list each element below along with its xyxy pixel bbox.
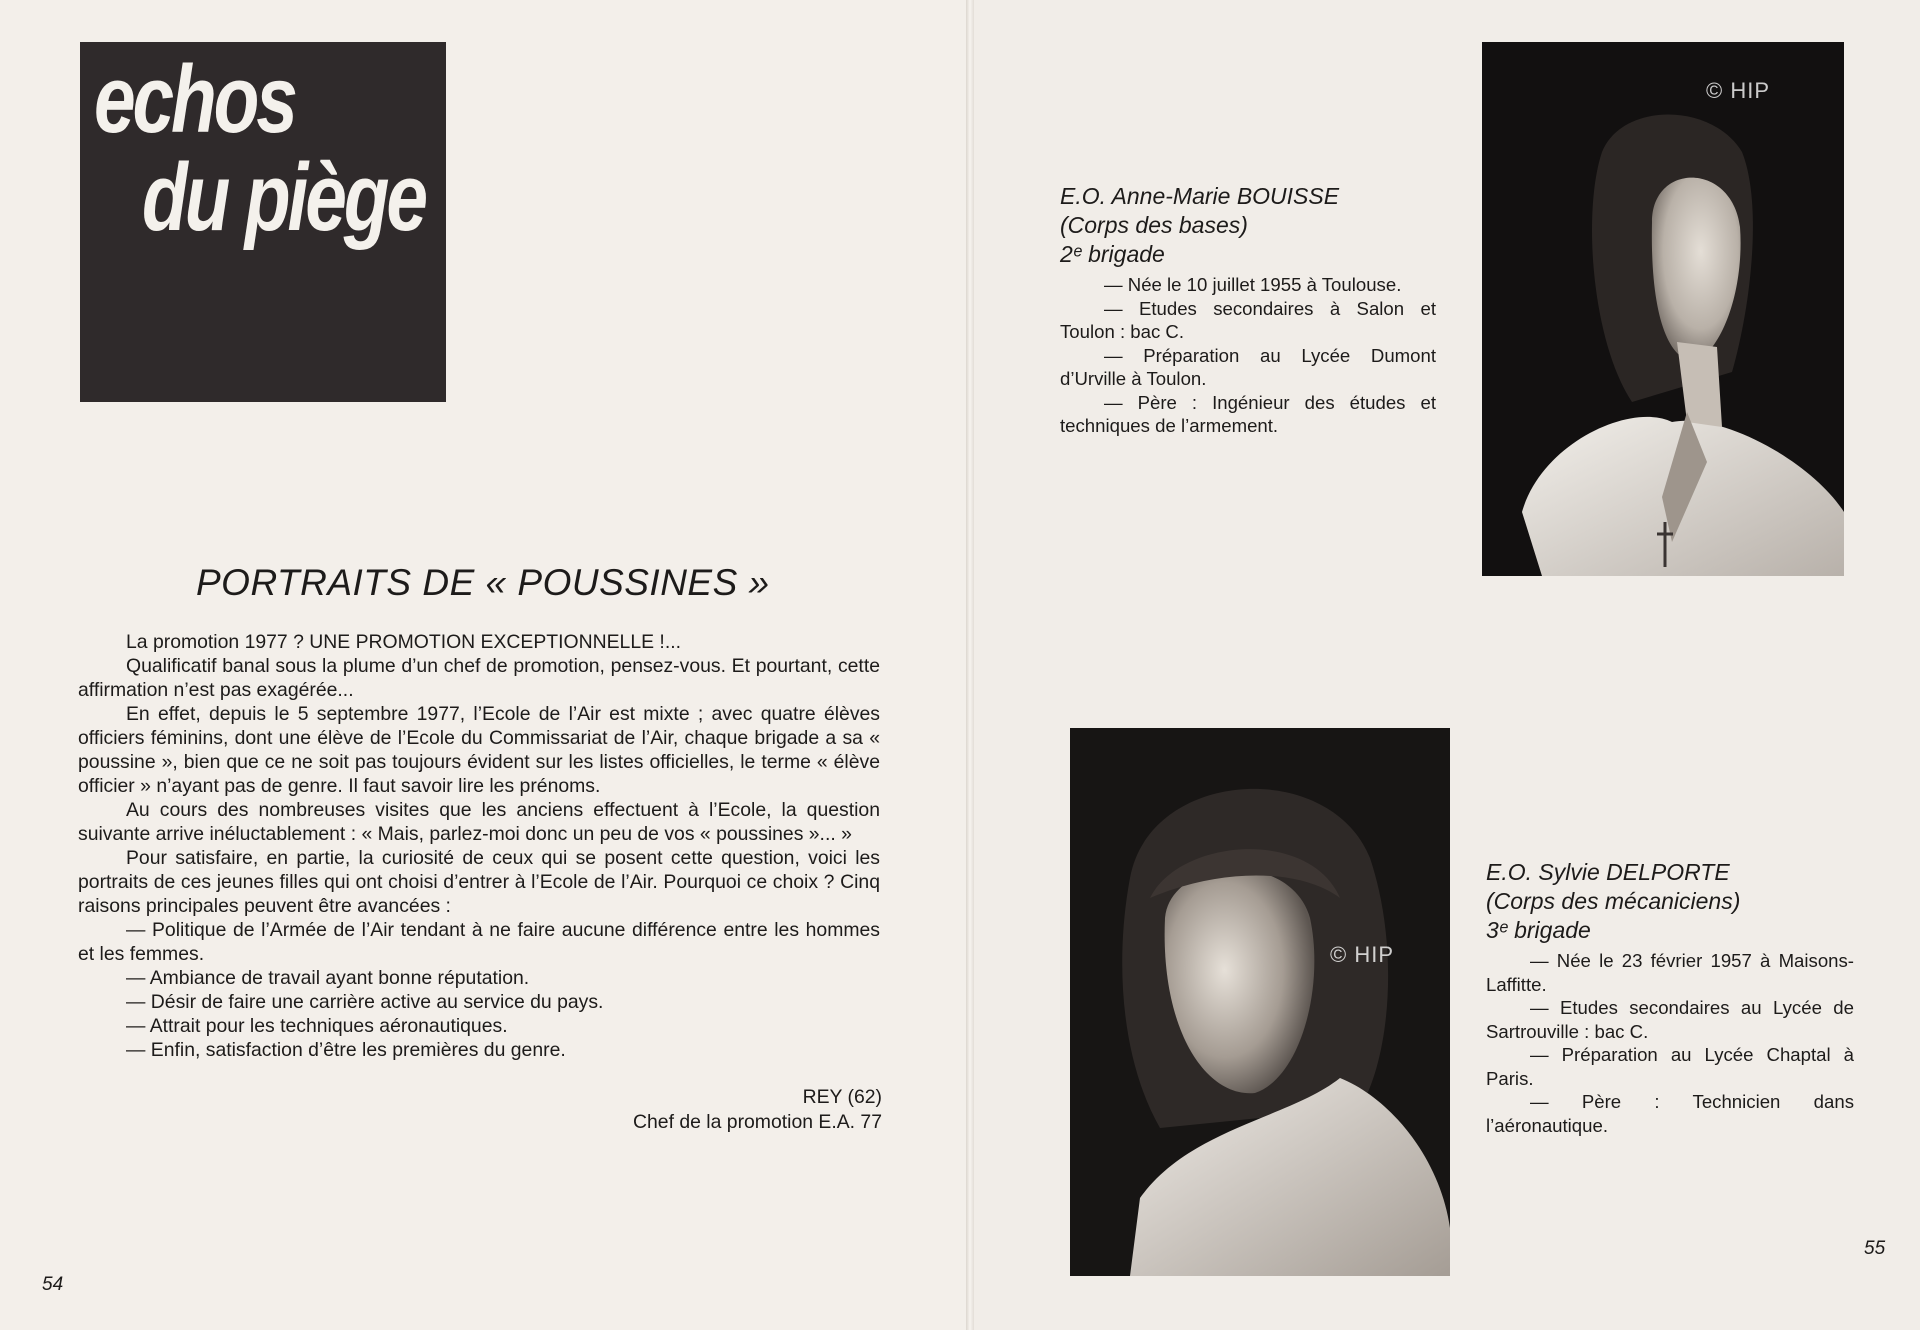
bio-delporte-name: E.O. Sylvie DELPORTE <box>1486 859 1730 885</box>
bio-bouisse-details <box>1060 273 1436 438</box>
portrait-delporte-image <box>1070 728 1450 1276</box>
bio-bouisse <box>1060 182 1436 438</box>
watermark-1: © HIP <box>1706 78 1770 103</box>
paragraph-4: Pour satisfaire, en partie, la curiosité de ceux qui se posent cette question, voici les portraits de ces jeunes filles qui ont choisi d’entrer à l’Ecole de l’Air. Pourquoi ce choix ? Cinq raisons principales peuvent être avancées : <box>78 847 880 917</box>
bio-bouisse-line-4: — Père : Ingénieur des études et techniques de l’armement. <box>1060 391 1436 436</box>
portrait-bouisse-image <box>1482 42 1844 576</box>
bio-bouisse-name: E.O. Anne-Marie BOUISSE <box>1060 183 1340 209</box>
bio-bouisse-brigade: 2ᵉ brigade <box>1060 241 1165 267</box>
signature <box>480 1085 882 1135</box>
bio-delporte-line-1: — Née le 23 février 1957 à Maisons-Laffitte. <box>1486 950 1854 995</box>
bio-delporte-line-4: — Père : Technicien dans l’aéronautique. <box>1486 1091 1854 1136</box>
bio-delporte-corps: (Corps des mécaniciens) <box>1486 888 1741 914</box>
signature-role: Chef de la promotion E.A. 77 <box>633 1111 882 1133</box>
page-number-right: 55 <box>1864 1238 1886 1259</box>
reason-item-5: — Enfin, satisfaction d’être les premières du genre. <box>126 1039 566 1061</box>
article-title: PORTRAITS DE « POUSSINES » <box>196 562 770 603</box>
portrait-photo-bouisse <box>1482 42 1844 576</box>
paragraph-1: Qualificatif banal sous la plume d’un chef de promotion, pensez-vous. Et pourtant, cette affirmation n’est pas exagérée... <box>78 655 880 701</box>
reason-item-1: — Politique de l’Armée de l’Air tendant à ne faire aucune différence entre les hommes et les femmes. <box>78 919 880 965</box>
reason-item-4: — Attrait pour les techniques aéronautiques. <box>126 1015 508 1037</box>
bio-delporte-details <box>1486 949 1854 1137</box>
article-body <box>78 630 880 1062</box>
echos-du-piege-logo <box>80 42 446 402</box>
bio-delporte-line-3: — Préparation au Lycée Chaptal à Paris. <box>1486 1044 1854 1089</box>
bio-bouisse-line-1: — Née le 10 juillet 1955 à Toulouse. <box>1104 274 1402 295</box>
logo-line-2: du piège <box>142 144 425 251</box>
bio-delporte-line-2: — Etudes secondaires au Lycée de Sartrouville : bac C. <box>1486 997 1854 1042</box>
paragraph-0: La promotion 1977 ? UNE PROMOTION EXCEPTIONNELLE !... <box>126 631 681 653</box>
watermark-2: © HIP <box>1330 942 1394 967</box>
page-number-left: 54 <box>42 1274 64 1295</box>
bio-bouisse-corps: (Corps des bases) <box>1060 212 1248 238</box>
bio-delporte <box>1486 858 1854 1137</box>
logo-line-1: echos <box>94 46 295 153</box>
reason-item-3: — Désir de faire une carrière active au service du pays. <box>126 991 604 1013</box>
signature-name: REY (62) <box>802 1086 882 1108</box>
paragraph-3: Au cours des nombreuses visites que les anciens effectuent à l’Ecole, la question suivante arrive inéluctablement : « Mais, parlez-moi donc un peu de vos « poussines »... » <box>78 799 880 845</box>
bio-delporte-brigade: 3ᵉ brigade <box>1486 917 1591 943</box>
reason-item-2: — Ambiance de travail ayant bonne réputation. <box>126 967 530 989</box>
bio-bouisse-line-3: — Préparation au Lycée Dumont d’Urville à Toulon. <box>1060 344 1436 389</box>
portrait-photo-delporte <box>1070 728 1450 1276</box>
bio-bouisse-line-2: — Etudes secondaires à Salon et Toulon : bac C. <box>1060 297 1436 342</box>
paragraph-2: En effet, depuis le 5 septembre 1977, l’Ecole de l’Air est mixte ; avec quatre élèves officiers féminins, dont une élève de l’Ecole du Commissariat de l’Air, chaque brigade a sa « poussine », bien que ce ne soit pas toujours évident sur les listes officielles, le terme « élève officier » n’ayant pas de genre. Il faut savoir lire les prénoms. <box>78 703 880 797</box>
